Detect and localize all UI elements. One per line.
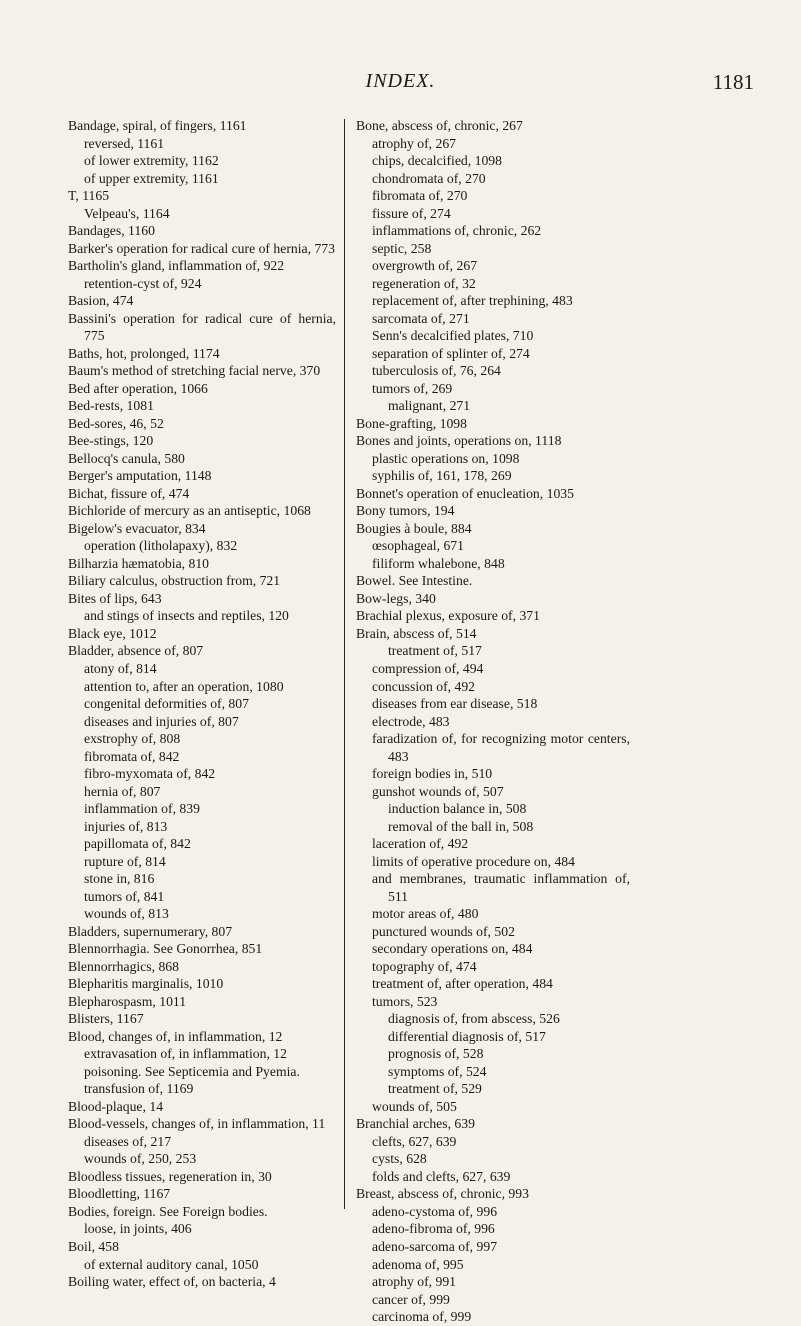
- index-entry: tumors, 523: [372, 993, 438, 1009]
- index-entry: Bloodletting, 1167: [68, 1186, 171, 1202]
- index-entry: plastic operations on, 1098: [372, 450, 520, 466]
- index-entry: of external auditory canal, 1050: [84, 1256, 259, 1272]
- index-entry: Bow-legs, 340: [356, 590, 436, 606]
- index-entry: Blepharitis marginalis, 1010: [68, 976, 224, 992]
- index-entry: Bellocq's canula, 580: [68, 450, 185, 466]
- index-column-left: [68, 117, 336, 1291]
- index-entry: secondary operations on, 484: [372, 941, 533, 957]
- index-entry: fissure of, 274: [372, 205, 451, 221]
- index-entry: Blennorrhagics, 868: [68, 958, 179, 974]
- index-entry: Blisters, 1167: [68, 1011, 144, 1027]
- index-entry: Bee-stings, 120: [68, 433, 154, 449]
- index-entry: adeno-cystoma of, 996: [372, 1203, 498, 1219]
- index-entry: treatment of, after operation, 484: [372, 976, 553, 992]
- index-entry: T, 1165: [68, 188, 110, 204]
- index-entry: fibro-myxomata of, 842: [84, 766, 216, 782]
- page-header: [0, 70, 801, 100]
- index-entry: Bassini's operation for radical cure of hernia, 775: [68, 310, 336, 344]
- index-entry: Bed after operation, 1066: [68, 380, 208, 396]
- index-entry: rupture of, 814: [84, 853, 166, 869]
- index-entry: injuries of, 813: [84, 818, 168, 834]
- index-entry: limits of operative procedure on, 484: [372, 853, 575, 869]
- index-entry: chips, decalcified, 1098: [372, 153, 502, 169]
- index-entry: Bone-grafting, 1098: [356, 415, 467, 431]
- index-entry: Bones and joints, operations on, 1118: [356, 433, 562, 449]
- index-entry: removal of the ball in, 508: [388, 818, 534, 834]
- index-entry: symptoms of, 524: [388, 1063, 487, 1079]
- index-entry: Black eye, 1012: [68, 625, 157, 641]
- index-entry: loose, in joints, 406: [84, 1221, 192, 1237]
- index-entry: malignant, 271: [388, 398, 471, 414]
- index-entry: motor areas of, 480: [372, 906, 479, 922]
- index-entry: Bodies, foreign. See Foreign bodies.: [68, 1203, 268, 1219]
- index-entry: Bougies à boule, 884: [356, 520, 472, 536]
- index-entry: attention to, after an operation, 1080: [84, 678, 284, 694]
- index-entry: exstrophy of, 808: [84, 731, 181, 747]
- index-entry: Bichloride of mercury as an antiseptic, 1068: [68, 503, 311, 519]
- index-entry: adeno-fibroma of, 996: [372, 1221, 495, 1237]
- index-entry: of lower extremity, 1162: [84, 153, 219, 169]
- index-entry: wounds of, 505: [372, 1098, 457, 1114]
- index-entry: Bandage, spiral, of fingers, 1161: [68, 118, 247, 133]
- index-entry: overgrowth of, 267: [372, 258, 478, 274]
- index-entry: extravasation of, in inflammation, 12: [84, 1046, 287, 1062]
- index-entry: differential diagnosis of, 517: [388, 1028, 546, 1044]
- index-entry: Bilharzia hæmatobia, 810: [68, 555, 210, 571]
- index-entry: Bites of lips, 643: [68, 590, 162, 606]
- index-entry: Barker's operation for radical cure of hernia, 773: [68, 240, 335, 256]
- index-entry: laceration of, 492: [372, 836, 469, 852]
- index-entry: Bandages, 1160: [68, 223, 155, 239]
- index-entry: cysts, 628: [372, 1151, 427, 1167]
- index-entry: adenoma of, 995: [372, 1256, 464, 1272]
- index-entry: sarcomata of, 271: [372, 310, 470, 326]
- index-entry: Senn's decalcified plates, 710: [372, 328, 534, 344]
- index-entry: wounds of, 813: [84, 906, 169, 922]
- index-entry: hernia of, 807: [84, 783, 161, 799]
- index-entry: carcinoma of, 999: [372, 1309, 472, 1325]
- index-entry: Bone, abscess of, chronic, 267: [356, 118, 523, 133]
- page-number: 1181: [712, 70, 754, 94]
- index-entry: Blood-vessels, changes of, in inflammation, 11: [68, 1116, 326, 1132]
- index-entry: Blepharospasm, 1011: [68, 993, 187, 1009]
- index-entry: reversed, 1161: [84, 135, 165, 151]
- index-entry: Bed-rests, 1081: [68, 398, 154, 414]
- index-entry: prognosis of, 528: [388, 1046, 484, 1062]
- index-entry: chondromata of, 270: [372, 170, 486, 186]
- index-entry: Bladders, supernumerary, 807: [68, 923, 233, 939]
- index-entry: cancer of, 999: [372, 1291, 450, 1307]
- index-entry: and stings of insects and reptiles, 120: [84, 608, 289, 624]
- index-entry: fibromata of, 842: [84, 748, 180, 764]
- index-entry: Branchial arches, 639: [356, 1116, 475, 1132]
- index-entry: Bichat, fissure of, 474: [68, 485, 190, 501]
- index-entry: treatment of, 529: [388, 1081, 482, 1097]
- index-entry: Brain, abscess of, 514: [356, 625, 477, 641]
- index-entry: topography of, 474: [372, 958, 477, 974]
- index-entry: replacement of, after trephining, 483: [372, 293, 573, 309]
- index-entry: wounds of, 250, 253: [84, 1151, 197, 1167]
- index-entry: Boil, 458: [68, 1239, 119, 1254]
- index-entry: Bowel. See Intestine.: [356, 573, 473, 589]
- index-entry: Bigelow's evacuator, 834: [68, 520, 206, 536]
- index-entry: fibromata of, 270: [372, 188, 468, 204]
- index-entry: operation (litholapaxy), 832: [84, 538, 238, 554]
- index-entry: diseases of, 217: [84, 1133, 172, 1149]
- index-entry: adeno-sarcoma of, 997: [372, 1239, 498, 1254]
- index-entry: inflammation of, 839: [84, 801, 200, 817]
- running-title: INDEX.: [365, 70, 436, 92]
- index-entry: diagnosis of, from abscess, 526: [388, 1011, 560, 1027]
- index-entry: Bloodless tissues, regeneration in, 30: [68, 1168, 272, 1184]
- index-entry: Bladder, absence of, 807: [68, 643, 204, 659]
- index-entry: atony of, 814: [84, 660, 157, 676]
- index-entry: congenital deformities of, 807: [84, 696, 249, 712]
- index-entry: gunshot wounds of, 507: [372, 783, 504, 799]
- index-entry: inflammations of, chronic, 262: [372, 223, 542, 239]
- index-entry: atrophy of, 267: [372, 135, 457, 151]
- index-entry: œsophageal, 671: [372, 538, 464, 554]
- column-divider: [344, 119, 345, 1209]
- index-entry: of upper extremity, 1161: [84, 170, 219, 186]
- index-entry: Blood, changes of, in inflammation, 12: [68, 1028, 283, 1044]
- index-entry: stone in, 816: [84, 871, 155, 887]
- index-entry: clefts, 627, 639: [372, 1133, 457, 1149]
- index-entry: Blood-plaque, 14: [68, 1098, 164, 1114]
- index-entry: Bonnet's operation of enucleation, 1035: [356, 485, 574, 501]
- index-entry: Bony tumors, 194: [356, 503, 455, 519]
- index-entry: Berger's amputation, 1148: [68, 468, 212, 484]
- index-entry: separation of splinter of, 274: [372, 345, 530, 361]
- index-entry: Baths, hot, prolonged, 1174: [68, 345, 220, 361]
- index-entry: faradization of, for recognizing motor centers, 483: [372, 731, 630, 764]
- index-entry: syphilis of, 161, 178, 269: [372, 468, 512, 484]
- index-entry: Baum's method of stretching facial nerve, 370: [68, 363, 321, 379]
- index-entry: Basion, 474: [68, 293, 134, 309]
- index-entry: poisoning. See Septicemia and Pyemia.: [84, 1063, 300, 1079]
- index-entry: papillomata of, 842: [84, 836, 191, 852]
- index-entry: Velpeau's, 1164: [84, 205, 170, 221]
- index-entry: Bed-sores, 46, 52: [68, 415, 164, 431]
- index-entry: diseases from ear disease, 518: [372, 696, 538, 712]
- index-entry: Biliary calculus, obstruction from, 721: [68, 573, 281, 589]
- index-entry: tumors of, 269: [372, 380, 453, 396]
- index-entry: transfusion of, 1169: [84, 1081, 194, 1097]
- index-entry: retention-cyst of, 924: [84, 275, 202, 291]
- index-entry: Blennorrhagia. See Gonorrhea, 851: [68, 941, 263, 957]
- index-entry: Breast, abscess of, chronic, 993: [356, 1186, 529, 1202]
- index-entry: diseases and injuries of, 807: [84, 713, 239, 729]
- index-entry: concussion of, 492: [372, 678, 476, 694]
- index-entry: septic, 258: [372, 240, 432, 256]
- index-entry: Boiling water, effect of, on bacteria, 4: [68, 1274, 276, 1290]
- index-entry: foreign bodies in, 510: [372, 766, 493, 782]
- index-entry: atrophy of, 991: [372, 1274, 457, 1290]
- index-entry: tuberculosis of, 76, 264: [372, 363, 501, 379]
- index-column-right: [356, 117, 630, 1326]
- index-entry: treatment of, 517: [388, 643, 482, 659]
- index-entry: Brachial plexus, exposure of, 371: [356, 608, 540, 624]
- index-entry: regeneration of, 32: [372, 275, 476, 291]
- index-entry: folds and clefts, 627, 639: [372, 1168, 511, 1184]
- index-entry: Bartholin's gland, inflammation of, 922: [68, 258, 285, 274]
- index-entry: and membranes, traumatic inflammation of, 511: [372, 871, 630, 904]
- index-entry: punctured wounds of, 502: [372, 923, 515, 939]
- index-entry: tumors of, 841: [84, 888, 165, 904]
- index-entry: induction balance in, 508: [388, 801, 527, 817]
- index-entry: electrode, 483: [372, 713, 450, 729]
- index-entry: compression of, 494: [372, 660, 484, 676]
- index-entry: filiform whalebone, 848: [372, 555, 505, 571]
